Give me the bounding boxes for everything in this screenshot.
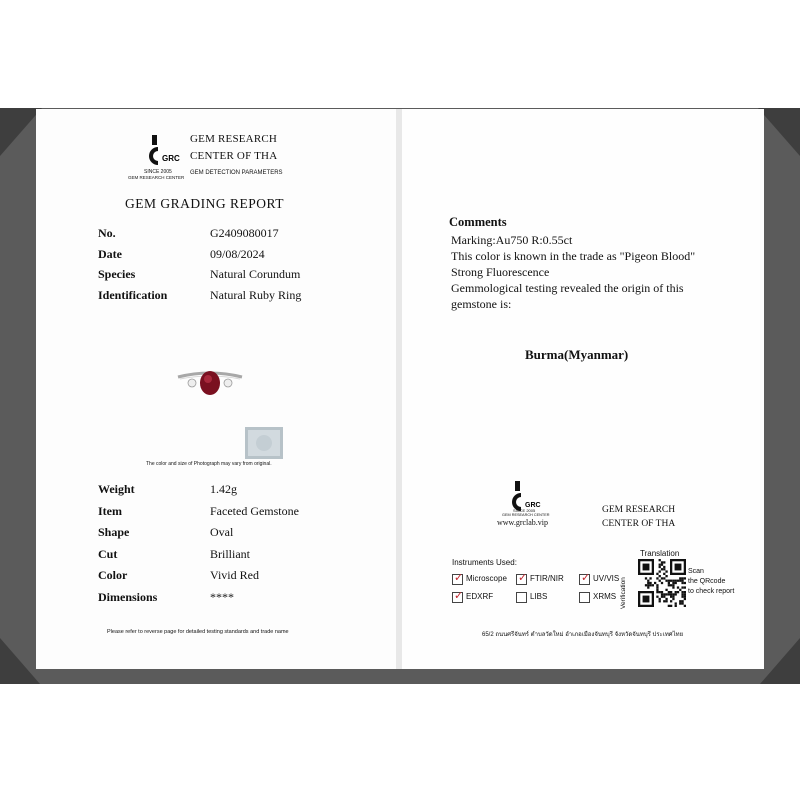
qr-module: [649, 577, 651, 579]
qr-module: [656, 596, 658, 598]
website: www.grclab.vip: [497, 518, 549, 527]
qr-code[interactable]: [638, 559, 686, 607]
field-label: Cut: [98, 546, 118, 561]
qr-module: [665, 575, 667, 577]
qr-module: [684, 591, 686, 593]
comment-line: Gemmological testing revealed the origin of this: [451, 281, 684, 295]
qr-module: [668, 580, 670, 582]
qr-module: [684, 582, 686, 584]
address: 65/2 ถนนศรีจันทร์ ตำบลวัดใหม่ อำเภอเมืองจันทบุรี จังหวัดจันทบุรี ประเทศไทย: [482, 632, 684, 638]
comment-line: Marking:Au750 R:0.55ct: [451, 233, 573, 247]
center-line2: CENTER OF THA: [602, 519, 676, 529]
qr-module: [663, 566, 665, 568]
header-line1: GEM RESEARCH: [190, 133, 278, 145]
qr-module: [684, 586, 686, 588]
instrument-checkbox[interactable]: [452, 571, 464, 585]
qr-module: [645, 577, 647, 579]
scan-line: to check report: [688, 588, 735, 595]
qr-module: [665, 570, 667, 572]
comments-body: [451, 232, 695, 312]
qr-module: [681, 602, 683, 604]
logo-center-right: GEM RESEARCH CENTER: [502, 513, 550, 517]
qr-module: [656, 589, 658, 591]
field-label: Dimensions: [98, 589, 158, 604]
field-value: 09/08/2024: [210, 246, 265, 261]
header-sub: GEM DETECTION PARAMETERS: [190, 170, 283, 176]
logo-text: GRC: [162, 154, 180, 163]
qr-module: [659, 598, 661, 600]
qr-module: [675, 602, 677, 604]
comment-line: This color is known in the trade as "Pigeon Blood": [451, 249, 696, 263]
qr-module: [665, 600, 667, 602]
qr-module: [649, 582, 651, 584]
qr-module: [656, 573, 658, 575]
qr-module: [647, 582, 649, 584]
qr-module: [672, 584, 674, 586]
instrument-checkbox[interactable]: [516, 571, 528, 585]
footer-note: Please refer to reverse page for detailed testing standards and trade name: [107, 629, 289, 635]
qr-module: [663, 561, 665, 563]
qr-module: [663, 577, 665, 579]
qr-module: [670, 605, 672, 607]
qr-module: [668, 591, 670, 593]
hologram-sticker: [245, 427, 283, 459]
qr-module: [672, 598, 674, 600]
qr-module: [679, 589, 681, 591]
qr-module: [665, 580, 667, 582]
qr-module: [672, 593, 674, 595]
qr-module: [670, 591, 672, 593]
qr-module: [661, 591, 663, 593]
qr-module: [670, 580, 672, 582]
qr-module: [656, 591, 658, 593]
qr-module: [661, 577, 663, 579]
field-value: Vivid Red: [210, 568, 259, 582]
qr-module: [663, 600, 665, 602]
qr-module: [684, 596, 686, 598]
check-icon: ✓: [454, 589, 464, 602]
field-label: Date: [98, 246, 122, 261]
qr-module: [677, 580, 679, 582]
qr-module: [675, 605, 677, 607]
qr-module: [681, 591, 683, 593]
qr-module: [677, 591, 679, 593]
qr-module: [684, 605, 686, 607]
qr-module: [645, 584, 647, 586]
ring-photo: [174, 363, 246, 403]
qr-module: [681, 593, 683, 595]
qr-module: [672, 582, 674, 584]
left-page: [36, 109, 396, 669]
comment-line: gemstone is:: [451, 297, 512, 311]
qr-module: [665, 598, 667, 600]
report-title: GEM GRADING REPORT: [125, 196, 284, 211]
qr-module: [661, 596, 663, 598]
instruments-title: Instruments Used:: [452, 558, 517, 567]
qr-module: [659, 580, 661, 582]
instrument-label: Microscope: [466, 574, 507, 583]
qr-module: [668, 593, 670, 595]
qr-module: [656, 584, 658, 586]
qr-module: [649, 584, 651, 586]
qr-module: [681, 577, 683, 579]
instrument-checkbox[interactable]: [579, 571, 591, 585]
qr-module: [647, 580, 649, 582]
qr-module: [672, 586, 674, 588]
qr-module: [661, 568, 663, 570]
qr-module: [663, 593, 665, 595]
translation-label: Translation: [640, 549, 680, 558]
qr-module: [681, 586, 683, 588]
qr-module: [661, 561, 663, 563]
qr-finder: [643, 564, 650, 571]
logo-text-right: GRC: [525, 502, 541, 509]
instrument-label: FTIR/NIR: [530, 574, 564, 583]
check-icon: ✓: [581, 571, 591, 584]
qr-module: [663, 596, 665, 598]
qr-module: [656, 577, 658, 579]
qr-module: [661, 582, 663, 584]
qr-module: [663, 573, 665, 575]
qr-module: [665, 589, 667, 591]
field-label: No.: [98, 226, 116, 240]
qr-module: [677, 586, 679, 588]
grc-logo-icon: [142, 135, 186, 169]
verification-label: Verification: [620, 577, 627, 609]
qr-module: [668, 584, 670, 586]
field-label: Weight: [98, 482, 135, 496]
qr-module: [659, 564, 661, 566]
qr-module: [670, 600, 672, 602]
scan-line: the QRcode: [688, 578, 726, 585]
qr-module: [675, 593, 677, 595]
qr-module: [670, 596, 672, 598]
scan-instructions: [688, 567, 734, 597]
qr-module: [679, 577, 681, 579]
qr-module: [675, 580, 677, 582]
qr-module: [659, 575, 661, 577]
qr-module: [681, 580, 683, 582]
instrument-checkbox[interactable]: [452, 589, 464, 603]
qr-module: [652, 584, 654, 586]
qr-module: [659, 591, 661, 593]
qr-module: [670, 593, 672, 595]
qr-module: [679, 580, 681, 582]
instrument-label: EDXRF: [466, 592, 494, 601]
qr-module: [679, 602, 681, 604]
photo-note: The color and size of Photograph may vary from original.: [146, 461, 272, 467]
field-value: Brilliant: [210, 546, 250, 561]
qr-module: [659, 570, 661, 572]
field-value: Faceted Gemstone: [210, 503, 299, 518]
qr-module: [684, 577, 686, 579]
origin: Burma(Myanmar): [525, 347, 629, 362]
field-label: Color: [98, 568, 128, 582]
scan-line: Scan: [688, 568, 704, 575]
qr-module: [665, 593, 667, 595]
qr-finder: [643, 596, 650, 603]
field-value: Natural Corundum: [210, 267, 301, 281]
field-label: Shape: [98, 525, 130, 539]
qr-module: [661, 564, 663, 566]
right-page: [402, 109, 764, 669]
qr-module: [659, 600, 661, 602]
logo-since: SINCE 2005: [144, 169, 172, 175]
qr-module: [668, 582, 670, 584]
qr-module: [681, 600, 683, 602]
qr-module: [659, 559, 661, 561]
comment-line: Strong Fluorescence: [451, 265, 550, 279]
field-value: G2409080017: [210, 226, 279, 240]
instrument-label: LIBS: [530, 592, 548, 601]
qr-module: [661, 593, 663, 595]
center-line1: GEM RESEARCH: [602, 505, 676, 515]
qr-module: [670, 584, 672, 586]
check-icon: ✓: [518, 571, 528, 584]
qr-module: [659, 566, 661, 568]
field-value: Natural Ruby Ring: [210, 287, 302, 302]
qr-module: [656, 586, 658, 588]
instrument-label: UV/VIS: [593, 574, 620, 583]
field-label: Species: [98, 267, 136, 281]
qr-module: [668, 605, 670, 607]
qr-module: [684, 598, 686, 600]
logo-center: GEM RESEARCH CENTER: [128, 175, 185, 180]
field-value: 1.42g: [210, 482, 237, 496]
field-label: Identification: [98, 287, 168, 302]
instrument-checkbox[interactable]: [579, 592, 590, 603]
qr-module: [654, 582, 656, 584]
instrument-checkbox[interactable]: [516, 592, 527, 603]
qr-module: [647, 584, 649, 586]
check-icon: ✓: [454, 571, 464, 584]
qr-finder: [675, 564, 682, 571]
qr-module: [663, 568, 665, 570]
qr-module: [681, 596, 683, 598]
field-value: ****: [210, 589, 234, 604]
qr-module: [684, 593, 686, 595]
qr-module: [675, 582, 677, 584]
header-line2: CENTER OF THA: [190, 150, 278, 162]
field-label: Item: [98, 503, 122, 518]
qr-module: [672, 596, 674, 598]
logo-since-right: SINCE 2005: [513, 508, 536, 513]
qr-module: [675, 591, 677, 593]
field-value: Oval: [210, 525, 234, 539]
qr-module: [647, 586, 649, 588]
instrument-label: XRMS: [593, 592, 617, 601]
qr-module: [679, 600, 681, 602]
qr-module: [672, 580, 674, 582]
comments-title: Comments: [449, 215, 507, 229]
qr-module: [681, 582, 683, 584]
